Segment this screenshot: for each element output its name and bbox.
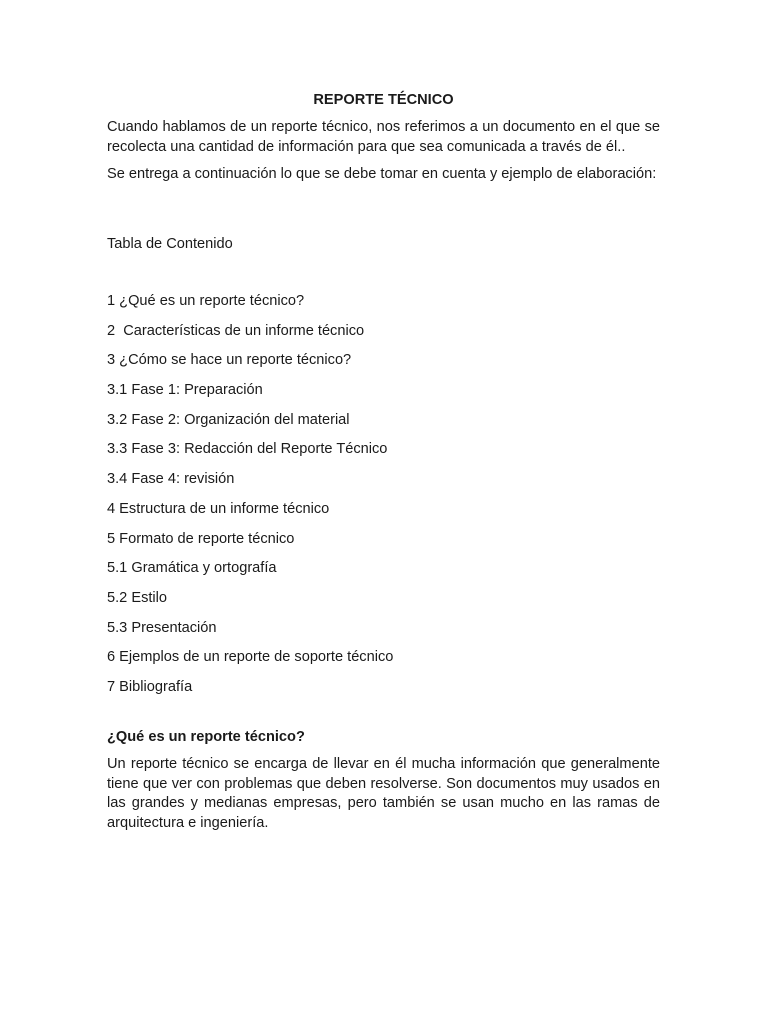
document-title: REPORTE TÉCNICO <box>313 92 454 108</box>
section-heading: ¿Qué es un reporte técnico? <box>107 728 305 745</box>
table-of-contents <box>107 292 660 708</box>
toc-item: 5.2 Estilo <box>107 589 168 606</box>
toc-item: 3.2 Fase 2: Organización del material <box>107 411 350 428</box>
toc-item: 4 Estructura de un informe técnico <box>107 500 330 517</box>
toc-item: 5.1 Gramática y ortografía <box>107 560 277 577</box>
toc-item: 7 Bibliografía <box>107 678 193 695</box>
toc-item: 3.4 Fase 4: revisión <box>107 471 235 488</box>
toc-item: 1 ¿Qué es un reporte técnico? <box>107 293 305 309</box>
document-content <box>107 91 660 841</box>
toc-item: 3 ¿Cómo se hace un reporte técnico? <box>107 352 352 369</box>
second-paragraph: Se entrega a continuación lo que se debe tomar en cuenta y ejemplo de elaboración: <box>107 166 657 182</box>
toc-item: 5 Formato de reporte técnico <box>107 530 295 547</box>
section-paragraph: Un reporte técnico se encarga de llevar en él mucha información que generalmente tiene que ver con problemas que deben resolverse. Son documentos muy usados en las grandes y medianas empresas, pero también se usan mucho en las ramas de arquitectura e ingeniería. <box>107 756 660 831</box>
toc-item: 2 Características de un informe técnico <box>107 322 365 339</box>
toc-heading: Tabla de Contenido <box>107 235 233 252</box>
toc-item: 3.3 Fase 3: Redacción del Reporte Técnico <box>107 441 388 458</box>
toc-item: 5.3 Presentación <box>107 619 217 636</box>
intro-paragraph: Cuando hablamos de un reporte técnico, nos referimos a un documento en el que se recolecta una cantidad de información para que sea comunicada a través de él.. <box>107 119 660 155</box>
toc-item: 6 Ejemplos de un reporte de soporte técnico <box>107 649 394 666</box>
toc-item: 3.1 Fase 1: Preparación <box>107 382 263 399</box>
